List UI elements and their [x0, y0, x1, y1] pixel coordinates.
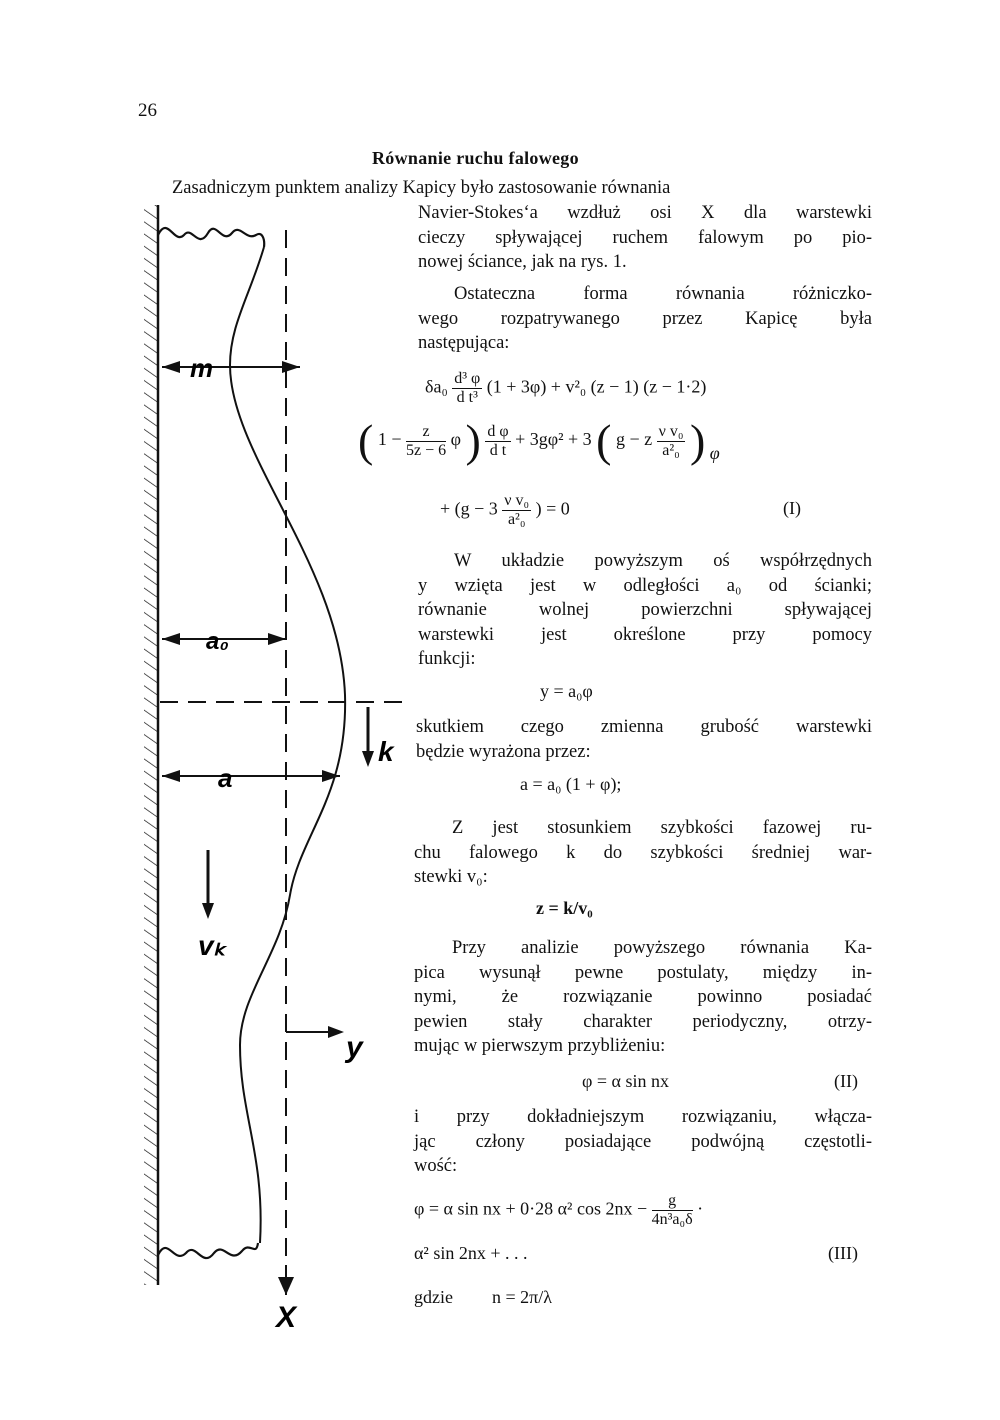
nu-fraction — [657, 423, 686, 460]
label-vk: vₖ — [198, 930, 226, 961]
fraction-denominator: d t³ — [456, 389, 478, 406]
text-line: chu falowego k do szybkości średniej war- — [414, 842, 872, 863]
text-line: jąc człony posiadające podwójną częstotli- — [414, 1131, 872, 1152]
eq-term: + 3gφ² + 3 — [515, 429, 592, 450]
arrow-icon — [268, 633, 286, 645]
equation-III-line-1 — [414, 1192, 703, 1229]
where-equation: n = 2π/λ — [492, 1287, 552, 1307]
eq-term: (1 + 3φ) + v²₀ (z − 1) (z − 1·2) — [486, 376, 707, 397]
fraction-denominator: 5z − 6 — [405, 441, 447, 459]
arrow-icon — [328, 1026, 344, 1038]
section-title: Równanie ruchu falowego — [372, 148, 579, 168]
eq-term: 1 − — [377, 429, 402, 450]
text-line: funkcji: — [418, 649, 476, 670]
page-number: 26 — [138, 100, 157, 121]
eq-term: φ = α sin nx + 0·28 α² cos 2nx − — [414, 1198, 648, 1219]
text-line: Ostateczna forma równania różniczko- — [454, 284, 872, 304]
text-line: Przy analizie powyższego równania Ka- — [452, 938, 872, 958]
arrow-icon — [162, 770, 180, 782]
text-line: i przy dokładniejszym rozwiązaniu, włącza- — [414, 1107, 872, 1127]
eq-term: φ — [709, 443, 720, 464]
equation-I-label: (I) — [783, 498, 801, 518]
fraction-numerator: d³ φ — [454, 370, 481, 387]
text-line: mując w pierwszym przybliżeniu: — [414, 1036, 666, 1057]
equation-III-line-2: α² sin 2nx + . . . — [414, 1243, 528, 1263]
text-line: Navier-Stokes‘a wzdłuż osi X dla warstewki — [418, 203, 872, 223]
eq-term: φ — [450, 429, 461, 450]
equation-z: z = k/v₀ — [536, 898, 593, 918]
precise-paragraph — [414, 1105, 872, 1179]
wall-hatching — [144, 205, 158, 1285]
text-line: cieczy spływającej ruchem falowym po pio- — [418, 227, 872, 248]
g-fraction — [652, 1192, 693, 1229]
final-form-paragraph — [418, 282, 872, 356]
equation-II: φ = α sin nx — [582, 1071, 669, 1091]
text-line: W układzie powyższym oś współrzędnych — [454, 551, 872, 571]
arrow-icon — [162, 633, 180, 645]
text-line: będzie wyrażona przez: — [416, 741, 591, 762]
arrow-icon — [202, 903, 214, 919]
top-break-line — [158, 228, 264, 247]
label-x: X — [276, 1301, 297, 1334]
arrow-icon — [362, 751, 374, 767]
text-line: skutkiem czego zmienna grubość warstewki — [416, 717, 872, 737]
text-line: pica wysunął pewne postulaty, między in- — [414, 962, 872, 983]
consequence-paragraph — [416, 715, 872, 764]
right-paren-icon: ) — [465, 415, 481, 466]
film-surface-curve — [230, 247, 345, 1243]
label-m: m — [190, 353, 214, 383]
where-label: gdzie — [414, 1287, 453, 1307]
d3phi-fraction — [452, 370, 482, 407]
text-line: równanie wolnej powierzchni spływającej — [418, 600, 872, 621]
analysis-paragraph — [414, 936, 872, 1059]
label-a0: a₀ — [206, 628, 229, 655]
text-line: stewki v₀: — [414, 867, 488, 888]
eq-term: · — [697, 1198, 704, 1219]
nu-fraction — [502, 492, 531, 529]
text-line: wego rozpatrywanego przez Kapicę była — [418, 308, 872, 329]
fraction-denominator: a²₀ — [507, 511, 526, 528]
text-line: nymi, że rozwiązanie powinno posiadać — [414, 987, 872, 1008]
intro-paragraph — [418, 201, 872, 275]
text-line: pewien stały charakter periodyczny, otrzy- — [414, 1011, 872, 1032]
text-line: y wzięta jest w odległości a₀ od ścianki; — [418, 575, 872, 596]
eq-term: g − z — [615, 429, 653, 450]
text-line: Z jest stosunkiem szybkości fazowej ru- — [452, 818, 872, 838]
falling-film-figure — [140, 195, 430, 1335]
right-paren-icon: ) — [689, 415, 706, 466]
intro-first-line: Zasadniczym punktem analizy Kapicy było zastosowanie równania — [172, 178, 671, 198]
text-line: warstewki jest określone przy pomocy — [418, 624, 872, 645]
fraction-numerator: z — [406, 423, 446, 442]
label-a: a — [218, 763, 233, 793]
equation-II-label: (II) — [834, 1071, 858, 1091]
arrow-icon — [282, 361, 300, 373]
label-k: k — [378, 736, 394, 767]
bottom-break-line — [158, 1243, 258, 1258]
eq-term: δa₀ — [425, 376, 448, 397]
z-definition-paragraph — [414, 816, 872, 890]
arrow-icon — [162, 361, 180, 373]
equation-surface: y = a₀φ — [540, 681, 593, 701]
label-y: y — [346, 1031, 363, 1064]
eq-term: + (g − 3 — [440, 498, 498, 519]
fraction-numerator: d φ — [487, 422, 509, 440]
text-line: wość: — [414, 1156, 458, 1177]
arrow-icon — [322, 770, 340, 782]
dphi-fraction — [485, 423, 510, 460]
text-line: następująca: — [418, 333, 510, 354]
fraction-numerator: ν v₀ — [658, 422, 684, 440]
equation-thickness: a = a₀ (1 + φ); — [520, 774, 622, 794]
equation-III-label: (III) — [828, 1243, 858, 1263]
equation-I-line-3 — [440, 492, 570, 529]
eq-term: ) = 0 — [535, 498, 570, 519]
fraction-denominator: 4n³a₀δ — [651, 1211, 693, 1228]
fraction-denominator: a²₀ — [662, 441, 680, 459]
equation-I-line-1 — [425, 370, 706, 407]
text-line: nowej ściance, jak na rys. 1. — [418, 252, 627, 273]
fraction-numerator: ν v₀ — [504, 492, 530, 509]
left-paren-icon: ( — [596, 415, 612, 466]
coordinate-paragraph — [418, 549, 872, 672]
fraction-denominator: d t — [489, 441, 507, 459]
left-paren-icon: ( — [358, 415, 374, 466]
fraction-numerator: g — [652, 1192, 693, 1211]
